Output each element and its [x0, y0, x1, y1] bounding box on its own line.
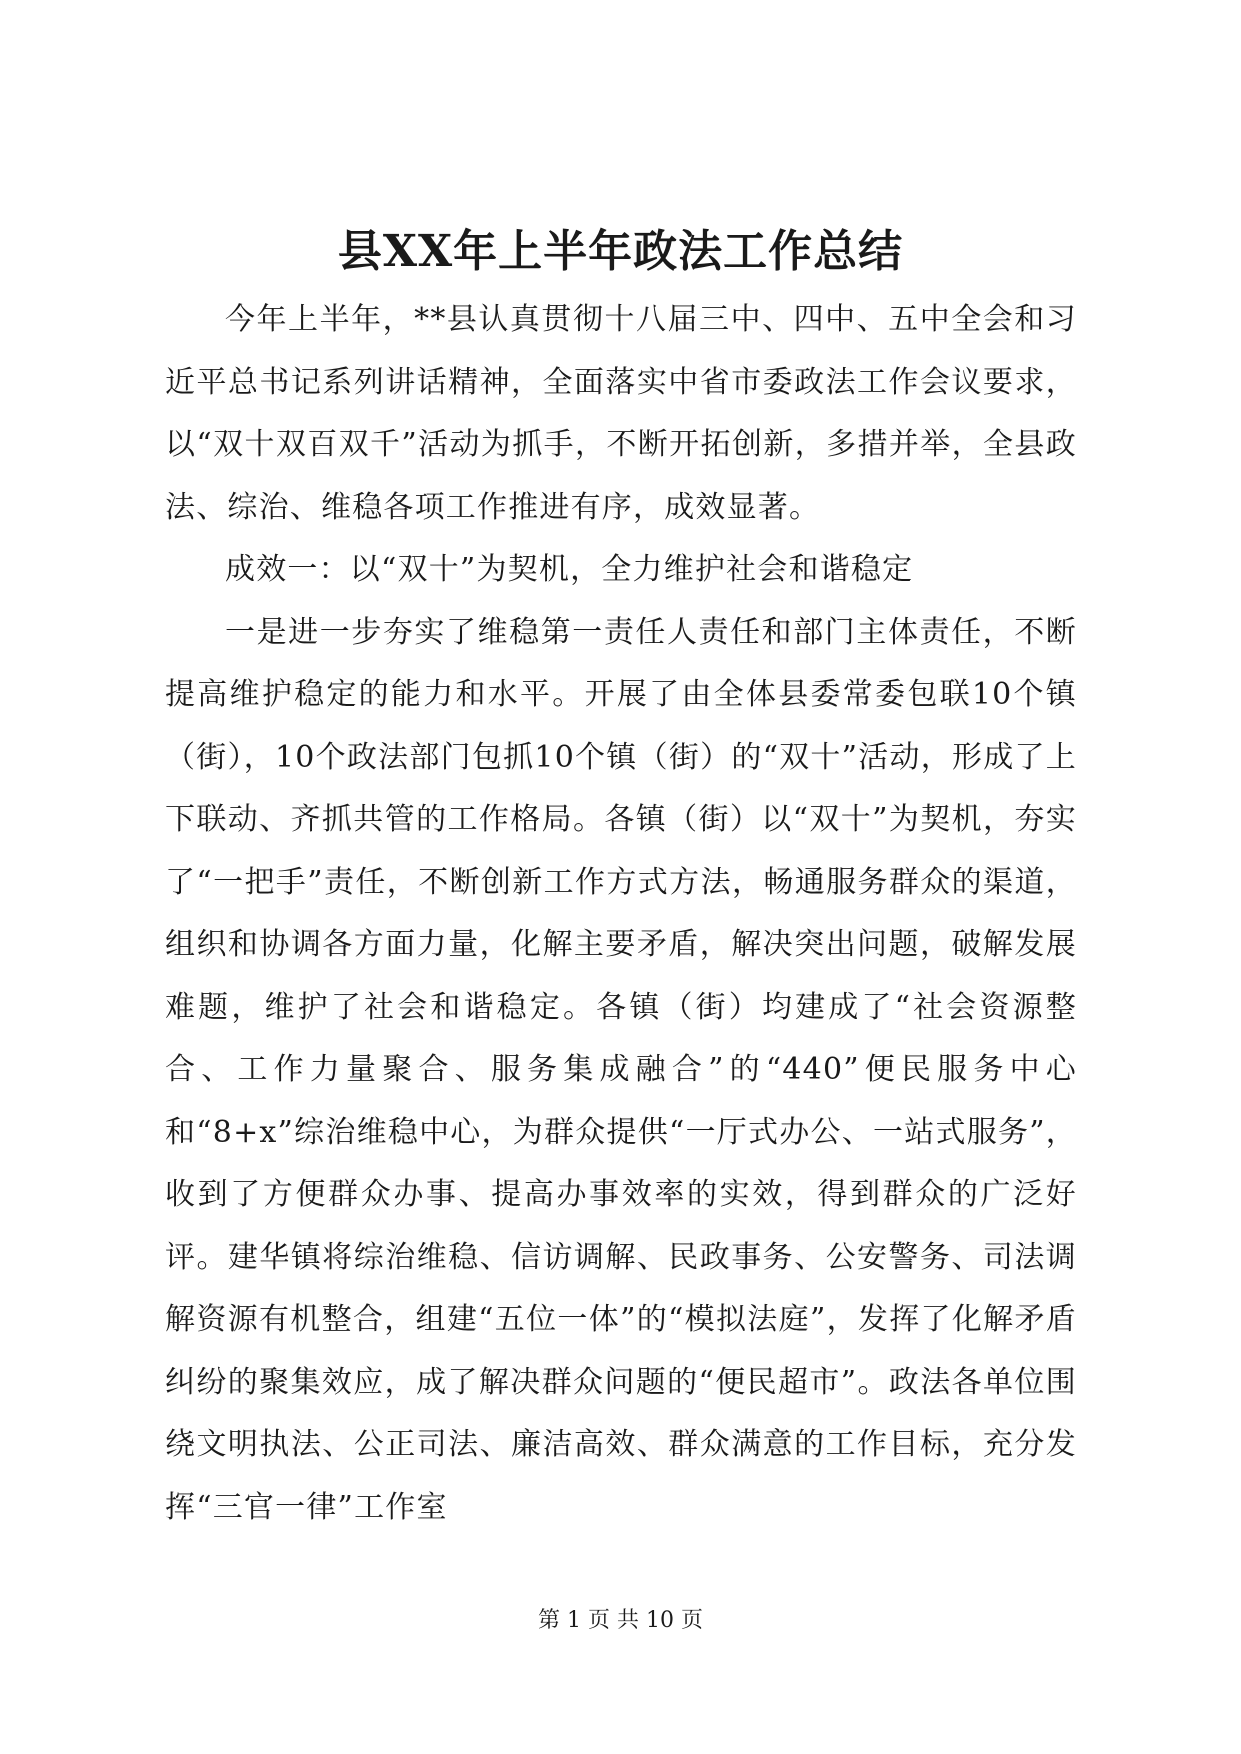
paragraph-section-1: 一是进一步夯实了维稳第一责任人责任和部门主体责任，不断提高维护稳定的能力和水平。开展了由全体县委常委包联10个镇（街），10个政法部门包抓10个镇（街）的“双十”活动，形成了上下联动、齐抓共管的工作格局。各镇（街）以“双十”为契机，夯实了“一把手”责任，不断创新工作方式方法，畅通服务群众的渠道，组织和协调各方面力量，化解主要矛盾，解决突出问题，破解发展难题，维护了社会和谐稳定。各镇（街）均建成了“社会资源整合、工作力量聚合、服务集成融合”的“440”便民服务中心和“8+x”综治维稳中心，为群众提供“一厅式办公、一站式服务”，收到了方便群众办事、提高办事效率的实效，得到群众的广泛好评。建华镇将综治维稳、信访调解、民政事务、公安警务、司法调解资源有机整合，组建“五位一体”的“模拟法庭”，发挥了化解矛盾纠纷的聚集效应，成了解决群众问题的“便民超市”。政法各单位围绕文明执法、公正司法、廉洁高效、群众满意的工作目标，充分发挥“三官一律”工作室: [165, 614, 1077, 1525]
document-body: [165, 289, 1077, 1539]
section-heading-1: 成效一：以“双十”为契机，全力维护社会和谐稳定: [225, 552, 914, 587]
document-title: 县XX年上半年政法工作总结: [337, 226, 904, 277]
page-number-footer: 第 1 页 共 10 页: [538, 1608, 703, 1633]
paragraph-intro: 今年上半年，**县认真贯彻十八届三中、四中、五中全会和习近平总书记系列讲话精神，全面落实中省市委政法工作会议要求，以“双十双百双千”活动为抓手，不断开拓创新，多措并举，全县政法、综治、维稳各项工作推进有序，成效显著。: [165, 302, 1077, 525]
